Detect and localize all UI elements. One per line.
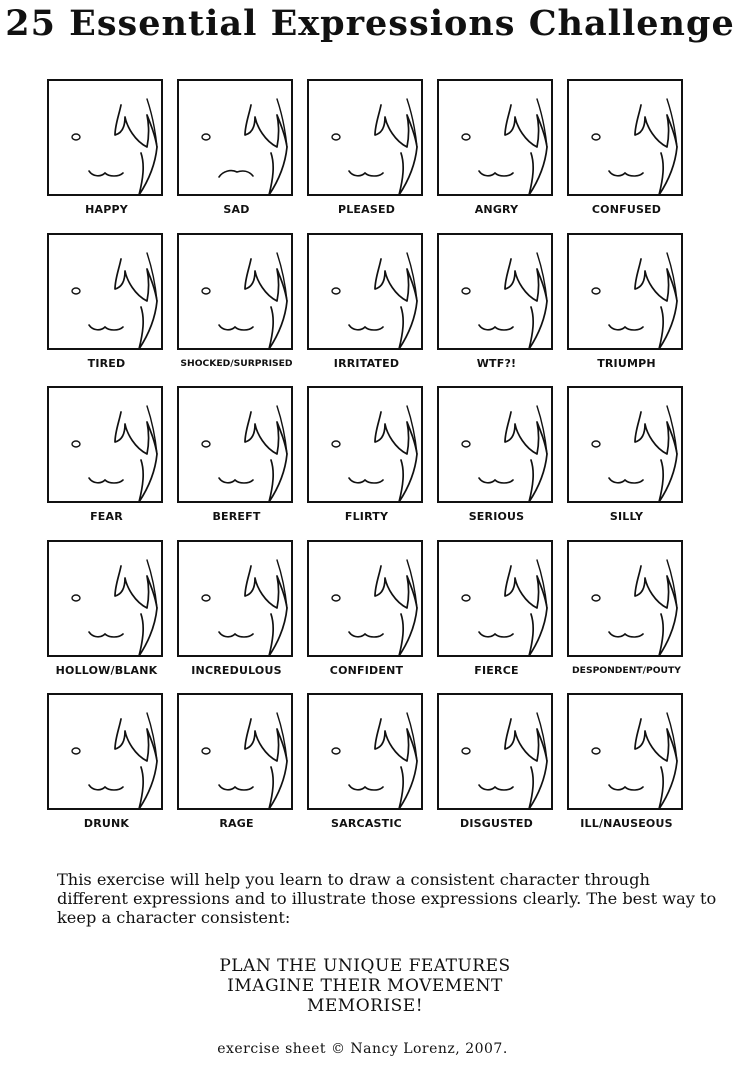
eye-mark: [462, 441, 470, 447]
expression-label: DRUNK: [83, 817, 130, 830]
mouth-mark: [479, 632, 513, 637]
expression-cell: [567, 79, 686, 232]
expression-label: INCREDULOUS: [191, 663, 282, 677]
expression-label: CONFUSED: [591, 203, 662, 216]
tip-item: PLAN THE UNIQUE FEATURES: [219, 956, 511, 976]
expression-cell: [177, 386, 296, 539]
mouth-mark: [609, 171, 643, 176]
hair-lock: [505, 719, 547, 809]
expression-label: SARCASTIC: [331, 817, 402, 830]
face-frame: [307, 540, 423, 657]
eye-mark: [202, 595, 210, 601]
hair-lock: [115, 566, 157, 656]
face-sketch: [569, 235, 685, 352]
eye-mark: [202, 441, 210, 447]
expression-label: SILLY: [609, 510, 644, 523]
eye-mark: [592, 748, 600, 754]
hair-lock: [245, 566, 287, 656]
hair-lock: [375, 566, 417, 656]
hair-lock: [245, 105, 287, 195]
face-frame: [177, 540, 293, 657]
expression-cell: [47, 386, 166, 539]
face-frame: [307, 233, 423, 350]
face-sketch: [49, 695, 165, 812]
eye-mark: [72, 441, 80, 447]
mouth-mark: [479, 171, 513, 176]
face-frame: [437, 386, 553, 503]
face-frame: [177, 79, 293, 196]
expression-cell: [437, 693, 556, 846]
mouth-mark: [609, 632, 643, 637]
face-sketch: [179, 388, 295, 505]
face-frame: [567, 386, 683, 503]
face-sketch: [49, 81, 165, 198]
copyright-credit: exercise sheet © Nancy Lorenz, 2007.: [217, 1041, 508, 1057]
mouth-mark: [89, 478, 123, 483]
expression-cell: [307, 79, 426, 232]
face-frame: [307, 693, 423, 810]
face-sketch: [179, 695, 295, 812]
eye-mark: [592, 441, 600, 447]
eye-mark: [332, 595, 340, 601]
mouth-mark: [89, 785, 123, 790]
face-sketch: [49, 388, 165, 505]
expression-cell: [437, 540, 556, 693]
expression-label: PLEASED: [337, 203, 396, 216]
expression-cell: [307, 233, 426, 386]
face-sketch: [569, 81, 685, 198]
eye-mark: [332, 288, 340, 294]
eye-mark: [592, 595, 600, 601]
face-sketch: [569, 695, 685, 812]
mouth-mark: [219, 478, 253, 483]
hair-lock: [115, 105, 157, 195]
expression-cell: [177, 693, 296, 846]
expression-label: FEAR: [90, 510, 123, 523]
hair-lock: [635, 412, 677, 502]
face-sketch: [439, 388, 555, 505]
face-frame: [177, 693, 293, 810]
eye-mark: [462, 595, 470, 601]
hair-lock: [505, 259, 547, 349]
mouth-mark: [219, 325, 253, 330]
face-frame: [567, 79, 683, 196]
hair-lock: [375, 259, 417, 349]
eye-mark: [462, 134, 470, 140]
face-frame: [567, 233, 683, 350]
mouth-mark: [219, 171, 253, 177]
hair-lock: [635, 719, 677, 809]
mouth-mark: [479, 785, 513, 790]
expression-cell: [307, 386, 426, 539]
hair-lock: [115, 719, 157, 809]
eye-mark: [72, 288, 80, 294]
expression-label: SHOCKED/SURPRISED: [180, 357, 293, 369]
face-sketch: [49, 235, 165, 352]
mouth-mark: [609, 478, 643, 483]
expression-label: CONFIDENT: [329, 663, 404, 677]
expression-label: FIERCE: [474, 663, 519, 677]
page-title: 25 Essential Expressions Challenge: [5, 3, 735, 44]
hair-lock: [375, 719, 417, 809]
mouth-mark: [89, 171, 123, 176]
expression-cell: [47, 693, 166, 846]
expression-label: RAGE: [219, 817, 254, 830]
expression-label: BEREFT: [212, 510, 261, 523]
hair-lock: [505, 412, 547, 502]
expression-label: TRIUMPH: [597, 356, 656, 370]
expression-label: TIRED: [87, 356, 126, 370]
expression-label: DISGUSTED: [460, 817, 533, 830]
face-sketch: [439, 542, 555, 659]
eye-mark: [72, 134, 80, 140]
tip-item: IMAGINE THEIR MOVEMENT: [227, 976, 503, 996]
face-sketch: [569, 542, 685, 659]
expression-cell: [437, 79, 556, 232]
face-frame: [437, 233, 553, 350]
tips-list: [150, 956, 580, 1016]
expression-cell: [47, 79, 166, 232]
eye-mark: [202, 134, 210, 140]
mouth-mark: [219, 785, 253, 790]
expression-cell: [177, 540, 296, 693]
mouth-mark: [609, 325, 643, 330]
face-sketch: [309, 388, 425, 505]
face-frame: [307, 79, 423, 196]
mouth-mark: [89, 325, 123, 330]
eye-mark: [72, 748, 80, 754]
face-frame: [177, 386, 293, 503]
expression-grid: [47, 79, 686, 847]
hair-lock: [245, 259, 287, 349]
expression-cell: [47, 540, 166, 693]
hair-lock: [115, 412, 157, 502]
mouth-mark: [349, 785, 383, 790]
expression-cell: [567, 540, 686, 693]
eye-mark: [332, 748, 340, 754]
expression-cell: [177, 233, 296, 386]
hair-lock: [635, 259, 677, 349]
eye-mark: [462, 748, 470, 754]
expression-label: FLIRTY: [344, 510, 389, 523]
face-frame: [47, 540, 163, 657]
mouth-mark: [89, 632, 123, 637]
mouth-mark: [349, 171, 383, 176]
face-sketch: [309, 235, 425, 352]
intro-paragraph: This exercise will help you learn to draw a consistent character through different expressions and to illustrate those expressions clearly. The best way to keep a character consistent:: [57, 870, 717, 927]
face-frame: [437, 79, 553, 196]
expression-cell: [177, 79, 296, 232]
expression-cell: [47, 233, 166, 386]
mouth-mark: [349, 478, 383, 483]
expression-label: SERIOUS: [468, 510, 525, 523]
face-frame: [47, 693, 163, 810]
expression-cell: [567, 693, 686, 846]
hair-lock: [375, 105, 417, 195]
face-sketch: [439, 81, 555, 198]
face-sketch: [309, 542, 425, 659]
mouth-mark: [479, 478, 513, 483]
eye-mark: [592, 134, 600, 140]
eye-mark: [592, 288, 600, 294]
eye-mark: [202, 288, 210, 294]
hair-lock: [505, 566, 547, 656]
face-frame: [437, 540, 553, 657]
eye-mark: [332, 441, 340, 447]
expression-label: ANGRY: [474, 203, 519, 216]
hair-lock: [115, 259, 157, 349]
hair-lock: [245, 412, 287, 502]
hair-lock: [635, 105, 677, 195]
mouth-mark: [349, 632, 383, 637]
face-sketch: [309, 81, 425, 198]
face-sketch: [439, 235, 555, 352]
hair-lock: [505, 105, 547, 195]
expression-cell: [567, 233, 686, 386]
tip-item: MEMORISE!: [306, 996, 424, 1016]
expression-label: HOLLOW/BLANK: [55, 663, 158, 677]
face-sketch: [309, 695, 425, 812]
eye-mark: [332, 134, 340, 140]
expression-cell: [307, 540, 426, 693]
face-frame: [437, 693, 553, 810]
expression-label: ILL/NAUSEOUS: [580, 817, 673, 830]
face-sketch: [179, 235, 295, 352]
expression-label: WTF?!: [476, 356, 517, 370]
face-frame: [567, 693, 683, 810]
face-frame: [47, 233, 163, 350]
expression-label: SAD: [223, 203, 250, 216]
mouth-mark: [349, 325, 383, 330]
face-frame: [47, 79, 163, 196]
eye-mark: [462, 288, 470, 294]
hair-lock: [635, 566, 677, 656]
face-frame: [307, 386, 423, 503]
expression-cell: [437, 233, 556, 386]
expression-label: DESPONDENT/POUTY: [572, 664, 681, 676]
face-sketch: [439, 695, 555, 812]
eye-mark: [202, 748, 210, 754]
expression-label: HAPPY: [85, 203, 128, 216]
hair-lock: [245, 719, 287, 809]
mouth-mark: [609, 785, 643, 790]
face-sketch: [179, 81, 295, 198]
eye-mark: [72, 595, 80, 601]
mouth-mark: [479, 325, 513, 330]
expression-cell: [307, 693, 426, 846]
hair-lock: [375, 412, 417, 502]
face-sketch: [49, 542, 165, 659]
mouth-mark: [219, 632, 253, 637]
expression-cell: [567, 386, 686, 539]
face-frame: [177, 233, 293, 350]
face-frame: [567, 540, 683, 657]
expression-cell: [437, 386, 556, 539]
face-sketch: [179, 542, 295, 659]
face-sketch: [569, 388, 685, 505]
face-frame: [47, 386, 163, 503]
expression-label: IRRITATED: [333, 356, 400, 370]
